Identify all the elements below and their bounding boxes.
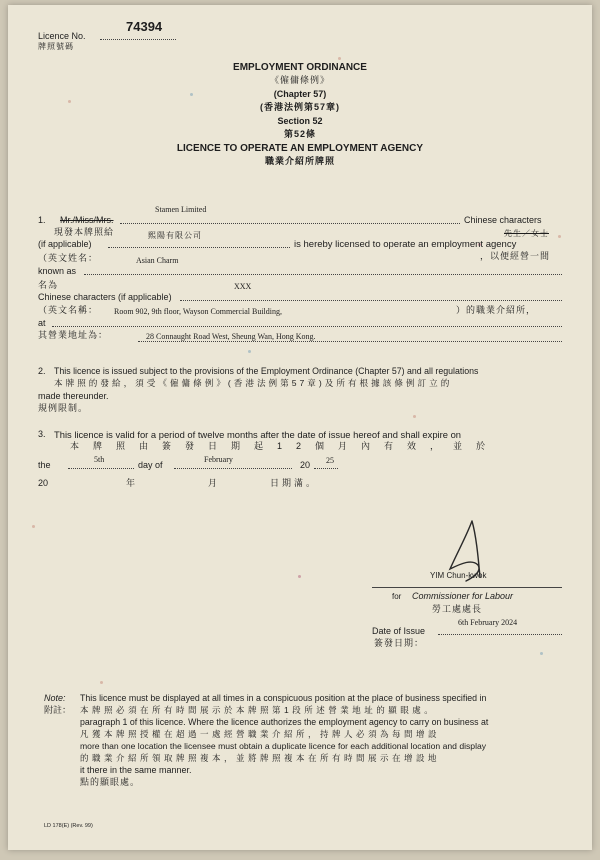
expiry-day: 5th (94, 455, 105, 464)
section-label-zh: 第52條 (283, 129, 316, 139)
licensee-name-zh: 熙陽有限公司 (148, 231, 202, 240)
expiry-month: February (204, 455, 233, 464)
date-of-issue-line (438, 634, 562, 635)
the-label: the (38, 460, 51, 470)
commissioner-name: YIM Chun-kwok (430, 571, 487, 580)
year-prefix: 20 (300, 460, 311, 470)
licence-number: 74394 (126, 19, 163, 34)
zh-year: 年 (126, 478, 136, 488)
address-line (138, 341, 562, 342)
zh-expiry: 日期滿。 (270, 478, 319, 488)
chinese-agency-name: XXX (234, 282, 252, 291)
note-line-4-zh: 點的顯眼處。 (80, 777, 141, 787)
date-of-issue-label: Date of Issue (372, 626, 426, 636)
licence-title: LICENCE TO OPERATE AN EMPLOYMENT AGENCY (176, 143, 424, 154)
paper-speck (100, 681, 103, 684)
salutation-struck: Mr./Miss/Mrs. (60, 215, 114, 225)
zh-year-prefix: 20 (38, 478, 49, 488)
paper-speck (298, 575, 301, 578)
licensed-text-zh: ，以便經營一間 (480, 251, 551, 261)
date-of-issue-label-zh: 簽發日期： (374, 638, 425, 648)
licence-no-underline (100, 39, 176, 40)
note-line-3: more than one location the licensee must obtain a duplicate licence for each additional location and display (80, 741, 487, 751)
issued-to-zh: 現發本牌照給 (54, 227, 115, 237)
licence-no-label: Licence No. (38, 31, 86, 41)
item2-text-1-zh: 本牌照的發給，須受《僱傭條例》(香港法例第57章)及所有根據該條例訂立的 (54, 378, 453, 388)
commissioner-title: Commissioner for Labour (412, 591, 514, 601)
expiry-year: 25 (326, 456, 334, 465)
chinese-chars-if-label: Chinese characters (if applicable) (38, 292, 172, 302)
if-applicable-label: (if applicable) (38, 239, 92, 249)
chapter-label-zh: (香港法例第57章) (259, 102, 340, 112)
chinese-characters-label: Chinese characters (464, 215, 542, 225)
address-line-1: Room 902, 9th floor, Wayson Commercial Building, (114, 307, 282, 316)
section-label: Section 52 (277, 116, 323, 126)
expiry-year-line (314, 468, 338, 469)
if-applicable-line (108, 247, 290, 248)
item2-text-2-zh: 規例限制。 (38, 403, 89, 413)
item2-text-2: made thereunder. (38, 391, 109, 401)
expiry-month-line (174, 468, 292, 469)
licence-document (8, 5, 592, 850)
chinese-name-line (180, 300, 562, 301)
paper-speck (338, 57, 341, 60)
paper-speck (558, 235, 561, 238)
for-label: for (392, 592, 402, 601)
item2-number: 2. (38, 366, 46, 376)
ordinance-title-zh: 《僱傭條例》 (269, 75, 330, 85)
note-label-zh: 附註： (44, 705, 72, 715)
note-line-1: This licence must be displayed at all times in a conspicuous position at the place of business specified in (80, 693, 487, 703)
note-line-2-zh: 凡獲本牌照授權在超過一處經營職業介紹所，持牌人必須為每間增設 (80, 729, 441, 739)
licensee-line (120, 223, 460, 224)
paper-speck (413, 415, 416, 418)
eng-name-label-zh: （英文姓名： (38, 253, 99, 263)
item2-text-1: This licence is issued subject to the provisions of the Employment Ordinance (Chapter 57) and all regulations (54, 366, 479, 376)
note-label: Note: (44, 693, 66, 703)
licensed-text: is hereby licensed to operate an employment agency (294, 239, 517, 250)
signature-line (372, 587, 562, 588)
item1-number: 1. (38, 215, 46, 225)
expiry-day-line (68, 468, 134, 469)
zh-month: 月 (208, 478, 218, 488)
issue-date-value: 6th February 2024 (458, 618, 518, 627)
paper-speck (540, 652, 543, 655)
english-agency-name: Asian Charm (136, 256, 179, 265)
address-line-2: 28 Connaught Road West, Sheung Wan, Hong Kong. (146, 332, 316, 341)
agency-suffix-zh: ）的職業介紹所， (456, 305, 537, 315)
address-label-zh: 其營業地址為： (38, 330, 109, 340)
name-label-zh: 名為 (38, 280, 59, 290)
item3-text-1: This licence is valid for a period of twelve months after the date of issue hereof and shall expire on (54, 429, 461, 440)
ordinance-title: EMPLOYMENT ORDINANCE (233, 62, 367, 73)
licence-title-zh: 職業介紹所牌照 (264, 156, 335, 166)
commissioner-title-zh: 勞工處處長 (432, 604, 483, 614)
item3-number: 3. (38, 429, 46, 439)
note-line-1-zh: 本牌照必須在所有時間展示於本牌照第1段所述營業地址的顯眼處。 (80, 705, 437, 715)
licence-no-label-zh: 牌照號碼 (38, 42, 74, 51)
chapter-label: (Chapter 57) (273, 89, 327, 99)
at-line (52, 326, 562, 327)
gender-struck-zh: 先生／女士 (504, 229, 549, 238)
known-as-line (84, 274, 562, 275)
paper-speck (32, 525, 35, 528)
note-line-2: paragraph 1 of this licence. Where the licence authorizes the employment agency to carry on business at (80, 717, 489, 727)
day-of-label: day of (138, 460, 163, 470)
item3-text-1-zh: 本牌照由簽發日期起12個月內有效，並於 (70, 441, 500, 451)
note-line-3-zh: 的職業介紹所領取牌照複本，並將牌照複本在所有時間展示在增設地 (80, 753, 441, 763)
known-as-label: known as (38, 266, 77, 276)
note-line-4: it there in the same manner. (80, 765, 192, 775)
paper-speck (248, 350, 251, 353)
form-code: LD 178(E) (Rev. 99) (44, 823, 93, 829)
licensee-name: Stamen Limited (155, 205, 207, 214)
at-label: at (38, 318, 46, 328)
eng-agency-name-label-zh: （英文名稱： (38, 305, 99, 315)
